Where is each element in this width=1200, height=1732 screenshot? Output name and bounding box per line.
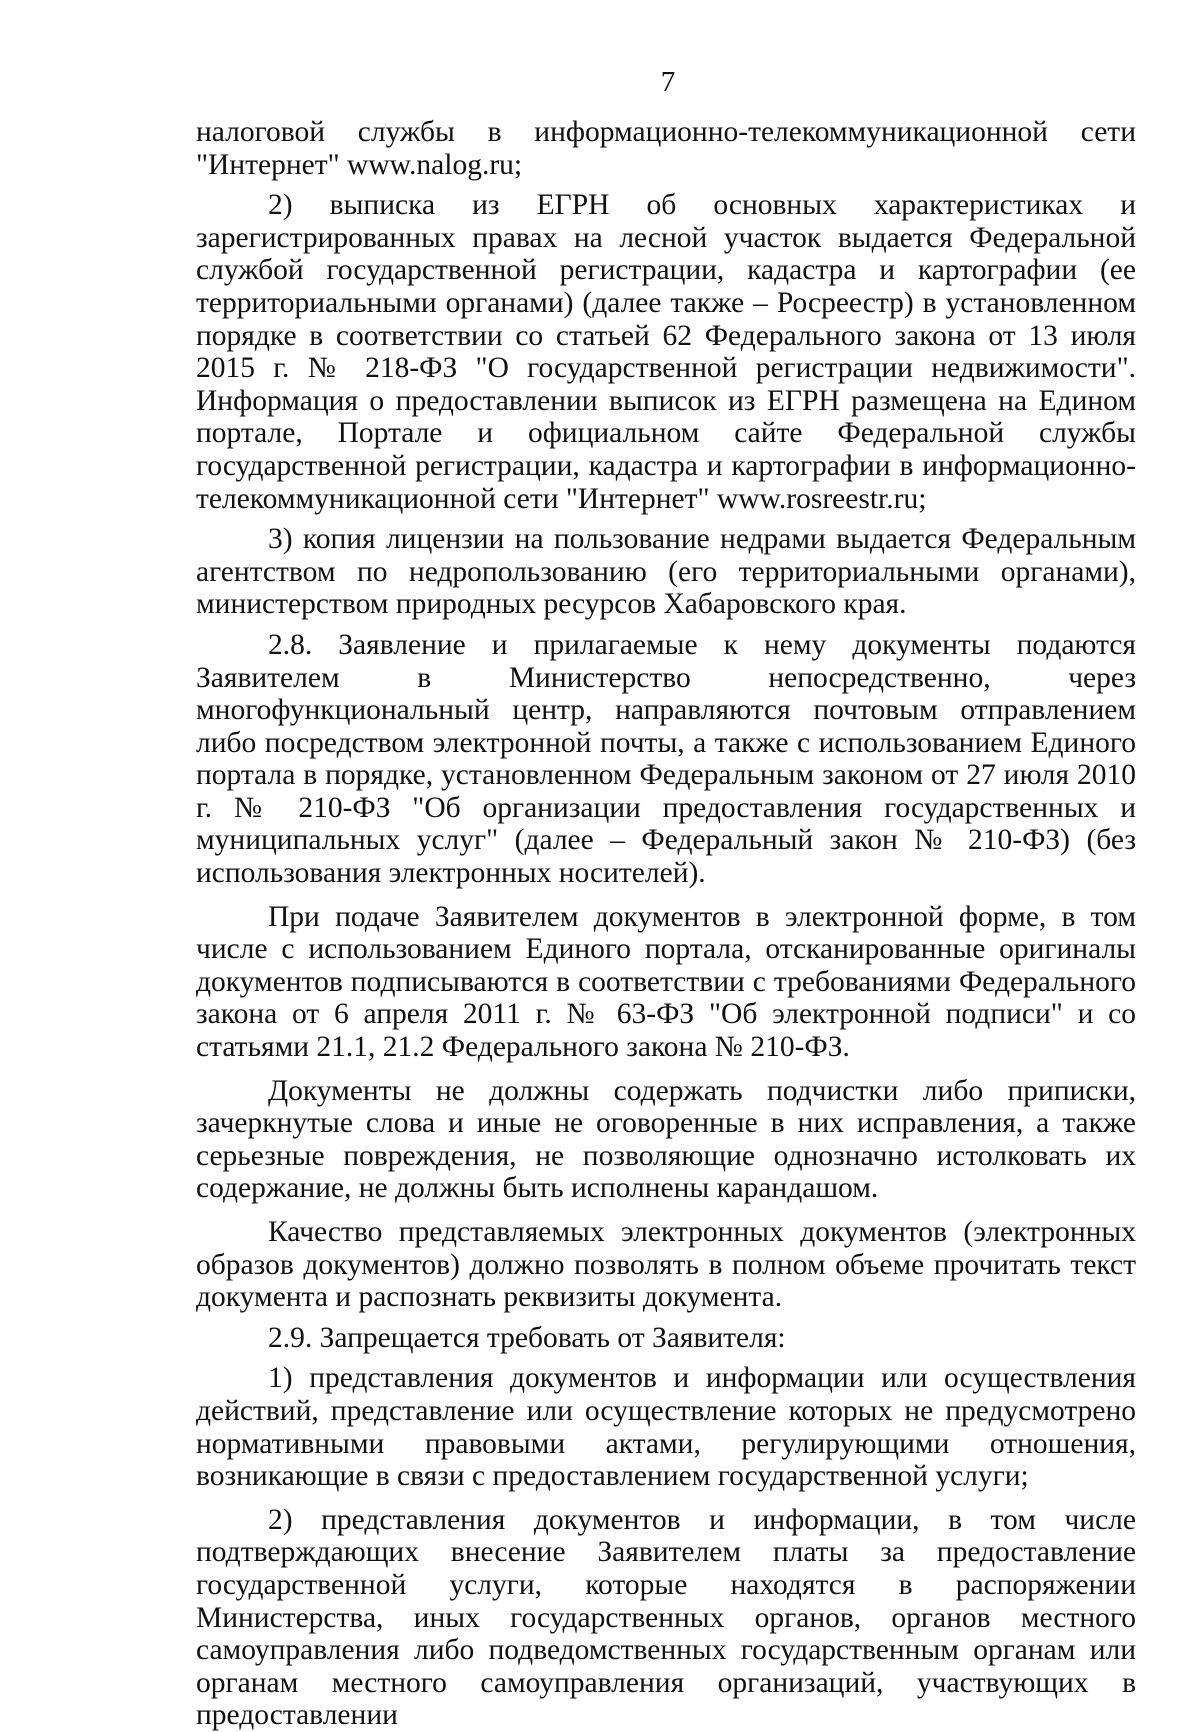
- paragraph-egrn-extract: 2) выписка из ЕГРН об основных характеристиках и зарегистрированных правах на лесной участок выдается Федеральной службой государственной регистрации, кадастра и картографии (ее территориальными органами) (далее также – Росреестр) в установленном порядке в соответствии со статьей 62 Федерального закона от 13 июля 2015 г. № 218-ФЗ "О государственной регистрации недвижимости". Информация о предоставлении выписок из ЕГРН размещена на Едином портале, Портале и официальном сайте Федеральной службы государственной регистрации, кадастра и картографии в информационно-телекоммуникационной сети "Интернет" www.rosreestr.ru;: [196, 189, 1136, 515]
- paragraph-prohibited-item-1: 1) представления документов и информации или осуществления действий, представление или осуществление которых не предусмотрено нормативными правовыми актами, регулирующими отношения, возникающие в связи с предоставлением государственной услуги;: [196, 1362, 1136, 1493]
- paragraph-electronic-submission: При подаче Заявителем документов в электронной форме, в том числе с использованием Единого портала, отсканированные оригиналы документов подписываются в соответствии с требованиями Федерального закона от 6 апреля 2011 г. № 63-ФЗ "Об электронной подписи" и со статьями 21.1, 21.2 Федерального закона № 210-ФЗ.: [196, 900, 1136, 1064]
- paragraph-2-9-prohibited: 2.9. Запрещается требовать от Заявителя:: [268, 1321, 786, 1354]
- paragraph-2-8-application: 2.8. Заявление и прилагаемые к нему документы подаются Заявителем в Министерство непосредственно, через многофункциональный центр, направляются почтовым отправлением либо посредством электронной почты, а также с использованием Единого портала в порядке, установленном Федеральным законом от 27 июля 2010 г. № 210-ФЗ "Об организации предоставления государственных и муниципальных услуг" (далее – Федеральный закон № 210-ФЗ) (без использования электронных носителей).: [196, 628, 1136, 890]
- paragraph-subsoil-license: 3) копия лицензии на пользование недрами выдается Федеральным агентством по недропользованию (его территориальными органами), министерством природных ресурсов Хабаровского края.: [196, 523, 1136, 621]
- paragraph-electronic-quality: Качество представляемых электронных документов (электронных образов документов) должно позволять в полном объеме прочитать текст документа и распознать реквизиты документа.: [196, 1216, 1136, 1314]
- paragraph-nalog-website: налоговой службы в информационно-телекоммуникационной сети "Интернет" www.nalog.ru;: [196, 116, 1136, 181]
- paragraph-document-requirements: Документы не должны содержать подчистки либо приписки, зачеркнутые слова и иные не оговоренные в них исправления, а также серьезные повреждения, не позволяющие однозначно истолковать их содержание, не должны быть исполнены карандашом.: [196, 1074, 1136, 1205]
- paragraph-prohibited-item-2: 2) представления документов и информации, в том числе подтверждающих внесение Заявителем платы за предоставление государственной услуги, которые находятся в распоряжении Министерства, иных государственных органов, органов местного самоуправления либо подведомственных государственным органам или органам местного самоуправления организаций, участвующих в предоставлении: [196, 1503, 1136, 1732]
- page-number: 7: [660, 66, 676, 98]
- document-body: [196, 116, 1136, 1732]
